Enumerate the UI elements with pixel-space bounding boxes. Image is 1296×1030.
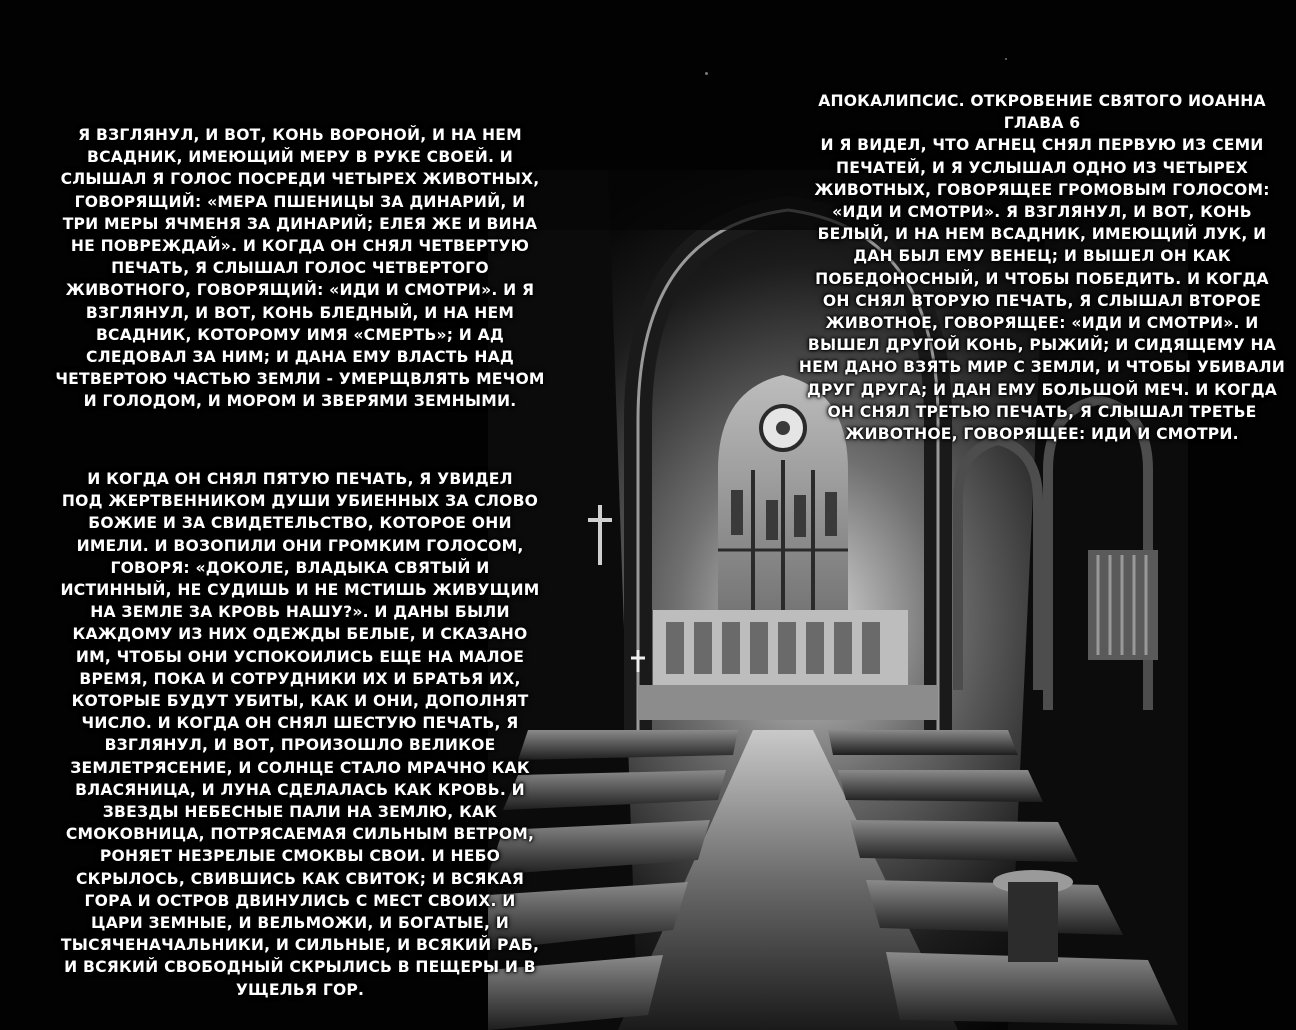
text-line: ДРУГ ДРУГА; И ДАН ЕМУ БОЛЬШОЙ МЕЧ. И КОГДА <box>806 380 1278 399</box>
text-line: РОНЯЕТ НЕЗРЕЛЫЕ СМОКВЫ СВОИ. И НЕБО <box>99 847 501 866</box>
film-speck <box>705 72 708 75</box>
text-line: ИМЕЛИ. И ВОЗОПИЛИ ОНИ ГРОМКИМ ГОЛОСОМ, <box>76 536 524 555</box>
text-line: ЖИВОТНОЕ, ГОВОРЯЩЕЕ: ИДИ И СМОТРИ. <box>845 425 1239 444</box>
text-line: И ВСЯКИЙ СВОБОДНЫЙ СКРЫЛИСЬ В ПЕЩЕРЫ И В <box>64 958 536 977</box>
text-line: КОТОРЫЕ БУДУТ УБИТЫ, КАК И ОНИ, ДОПОЛНЯТ <box>71 692 529 711</box>
text-line: ИСТИННЫЙ, НЕ СУДИШЬ И НЕ МСТИШЬ ЖИВУЩИМ <box>60 581 540 600</box>
chapter-label: ГЛАВА 6 <box>1003 114 1081 133</box>
text-line: ПОБЕДОНОСНЫЙ, И ЧТОБЫ ПОБЕДИТЬ. И КОГДА <box>815 269 1269 288</box>
text-line: И Я ВИДЕЛ, ЧТО АГНЕЦ СНЯЛ ПЕРВУЮ ИЗ СЕМИ <box>820 136 1264 155</box>
text-line: ПЕЧАТЕЙ, И Я УСЛЫШАЛ ОДНО ИЗ ЧЕТЫРЕХ <box>835 158 1249 177</box>
text-line: ОН СНЯЛ ВТОРУЮ ПЕЧАТЬ, Я СЛЫШАЛ ВТОРОЕ <box>822 291 1262 310</box>
glass-figure <box>794 495 806 537</box>
text-line: ВЫШЕЛ ДРУГОЙ КОНЬ, РЫЖИЙ; И СИДЯЩЕМУ НА <box>807 336 1277 355</box>
text-line: ДАН БЫЛ ЕМУ ВЕНЕЦ; И ВЫШЕЛ ОН КАК <box>853 247 1231 266</box>
text-line: БОЖИЕ И ЗА СВИДЕТЕЛЬСТВО, КОТОРОЕ ОНИ <box>88 514 512 533</box>
text-line: И КОГДА ОН СНЯЛ ПЯТУЮ ПЕЧАТЬ, Я УВИДЕЛ <box>87 470 513 488</box>
film-speck <box>1005 58 1007 60</box>
text-line: ВРЕМЯ, ПОКА И СОТРУДНИКИ ИХ И БРАТЬЯ ИХ, <box>79 669 521 688</box>
text-line: БЕЛЫЙ, И НА НЕМ ВСАДНИК, ИМЕЮЩИЙ ЛУК, И <box>817 225 1267 244</box>
text-line: ГОРА И ОСТРОВ ДВИНУЛИСЬ С МЕСТ СВОИХ. И <box>84 891 516 910</box>
text-line: СЛЫШАЛ Я ГОЛОС ПОСРЕДИ ЧЕТЫРЕХ ЖИВОТНЫХ, <box>60 170 540 189</box>
text-line: НА ЗЕМЛЕ ЗА КРОВЬ НАШУ?». И ДАНЫ БЫЛИ <box>90 603 510 622</box>
text-line: ПЕЧАТЬ, Я СЛЫШАЛ ГОЛОС ЧЕТВЕРТОГО <box>111 259 489 278</box>
text-line: НЕМ ДАНО ВЗЯТЬ МИР С ЗЕМЛИ, И ЧТОБЫ УБИВАЛИ <box>798 358 1286 377</box>
text-line: ВЗГЛЯНУЛ, И ВОТ, ПРОИЗОШЛО ВЕЛИКОЕ <box>104 736 496 755</box>
text-line: ВСАДНИК, КОТОРОМУ ИМЯ «СМЕРТЬ»; И АД <box>95 325 505 344</box>
scripture-title: АПОКАЛИПСИС. ОТКРОВЕНИЕ СВЯТОГО ИОАННА <box>818 92 1266 110</box>
text-line: ВЗГЛЯНУЛ, И ВОТ, КОНЬ БЛЕДНЫЙ, И НА НЕМ <box>85 303 515 322</box>
text-line: ПОД ЖЕРТВЕННИКОМ ДУШИ УБИЕННЫХ ЗА СЛОВО <box>61 492 539 511</box>
text-line: КАЖДОМУ ИЗ НИХ ОДЕЖДЫ БЕЛЫЕ, И СКАЗАНО <box>72 625 528 644</box>
text-line: ЖИВОТНОГО, ГОВОРЯЩИЙ: «ИДИ И СМОТРИ». И Я <box>65 281 535 300</box>
text-line: УЩЕЛЬЯ ГОР. <box>235 980 365 999</box>
text-line: ВЛАСЯНИЦА, И ЛУНА СДЕЛАЛАСЬ КАК КРОВЬ. И <box>75 780 525 799</box>
left-top-text-block <box>40 124 560 413</box>
text-line: ЦАРИ ЗЕМНЫЕ, И ВЕЛЬМОЖИ, И БОГАТЫЕ, И <box>91 914 509 933</box>
altar-step <box>638 685 938 720</box>
text-line: СМОКОВНИЦА, ПОТРЯСАЕМАЯ СИЛЬНЫМ ВЕТРОМ, <box>65 825 535 844</box>
text-line: ОН СНЯЛ ТРЕТЬЮ ПЕЧАТЬ, Я СЛЫШАЛ ТРЕТЬЕ <box>827 402 1257 421</box>
glass-figure <box>766 500 778 540</box>
text-line: «ИДИ И СМОТРИ». Я ВЗГЛЯНУЛ, И ВОТ, КОНЬ <box>832 203 1252 222</box>
text-line: СЛЕДОВАЛ ЗА НИМ; И ДАНА ЕМУ ВЛАСТЬ НАД <box>86 348 514 367</box>
text-line: ЗЕМЛЕТРЯСЕНИЕ, И СОЛНЦЕ СТАЛО МРАЧНО КАК <box>70 758 530 777</box>
text-line: ВСАДНИК, ИМЕЮЩИЙ МЕРУ В РУКЕ СВОЕЙ. И <box>87 148 513 167</box>
text-line: Я ВЗГЛЯНУЛ, И ВОТ, КОНЬ ВОРОНОЙ, И НА НЕМ <box>78 126 522 144</box>
text-line: ЧЕТВЕРТОЮ ЧАСТЬЮ ЗЕМЛИ - УМЕРЩВЛЯТЬ МЕЧОМ <box>55 370 545 389</box>
text-line: ЧИСЛО. И КОГДА ОН СНЯЛ ШЕСТУЮ ПЕЧАТЬ, Я <box>81 714 519 733</box>
text-line: ИМ, ЧТОБЫ ОНИ УСПОКОИЛИСЬ ЕЩЕ НА МАЛОЕ <box>75 647 525 666</box>
text-line: ГОВОРЯ: «ДОКОЛЕ, ВЛАДЫКА СВЯТЫЙ И <box>110 558 490 577</box>
text-line: ЖИВОТНОЕ, ГОВОРЯЩЕЕ: «ИДИ И СМОТРИ». И <box>825 314 1259 333</box>
left-bottom-text-block <box>40 468 560 1001</box>
text-line: СКРЫЛОСЬ, СВИВШИСЬ КАК СВИТОК; И ВСЯКАЯ <box>75 869 525 888</box>
text-line: ТРИ МЕРЫ ЯЧМЕНЯ ЗА ДИНАРИЙ; ЕЛЕЯ ЖЕ И ВИНА <box>62 214 538 233</box>
text-line: И ГОЛОДОМ, И МОРОМ И ЗВЕРЯМИ ЗЕМНЫМИ. <box>83 392 517 411</box>
text-line: НЕ ПОВРЕЖДАЙ». И КОГДА ОН СНЯЛ ЧЕТВЕРТУЮ <box>70 237 530 256</box>
text-line: ГОВОРЯЩИЙ: «МЕРА ПШЕНИЦЫ ЗА ДИНАРИЙ, И <box>74 192 526 211</box>
glass-figure <box>825 492 837 536</box>
glass-figure <box>731 490 743 535</box>
right-text-block <box>792 90 1292 445</box>
text-line: ЖИВОТНЫХ, ГОВОРЯЩЕЕ ГРОМОВЫМ ГОЛОСОМ: <box>814 180 1270 199</box>
text-line: ТЫСЯЧЕНАЧАЛЬНИКИ, И СИЛЬНЫЕ, И ВСЯКИЙ РАБ, <box>60 936 540 955</box>
text-line: ЗВЕЗДЫ НЕБЕСНЫЕ ПАЛИ НА ЗЕМЛЮ, КАК <box>102 803 498 822</box>
